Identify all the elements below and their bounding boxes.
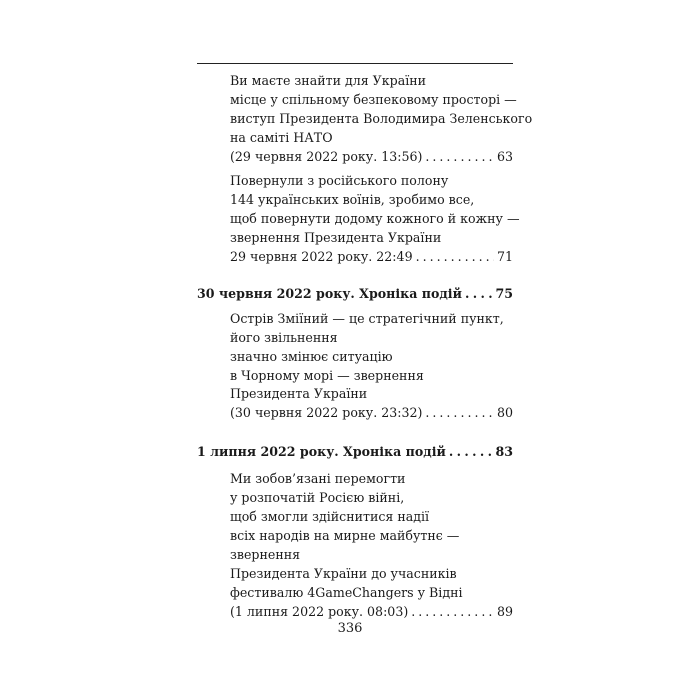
toc-entry-line: Острів Зміїний — це стратегічний пункт, bbox=[230, 311, 504, 326]
toc-page-number: 75 bbox=[495, 286, 513, 301]
toc-entry-line: щоб повернути додому кожного й кожну — bbox=[230, 211, 520, 226]
toc-entry-line: в Чорному морі — звернення bbox=[230, 368, 424, 383]
toc-entry-line: значно змінює ситуацію bbox=[230, 349, 393, 364]
toc-entry-leader bbox=[230, 248, 513, 266]
dot-leader bbox=[416, 248, 494, 266]
toc-entry-date: (29 червня 2022 року. 13:56) bbox=[230, 149, 423, 164]
toc-page-number: 80 bbox=[496, 405, 513, 420]
toc-entry-date: (1 липня 2022 року. 08:03) bbox=[230, 604, 409, 619]
toc-entry-date: (30 червня 2022 року. 23:32) bbox=[230, 405, 423, 420]
toc-section-heading bbox=[197, 443, 513, 461]
toc-entry-line: щоб змогли здійснитися надії bbox=[230, 509, 430, 524]
toc-entry-line: 144 українських воїнів, зробимо все, bbox=[230, 192, 475, 207]
dot-leader bbox=[465, 285, 493, 303]
page-number: 336 bbox=[337, 621, 363, 636]
toc-entry-line: виступ Президента Володимира Зеленського bbox=[230, 111, 533, 126]
toc-entry-leader bbox=[230, 148, 513, 166]
toc-entry-line: фестивалю 4GameChangers у Відні bbox=[230, 585, 463, 600]
dot-leader bbox=[425, 148, 494, 166]
toc-entry-line: Ми зобов’язані перемогти bbox=[230, 471, 406, 486]
toc-entry-leader bbox=[230, 603, 513, 621]
toc-page-number: 89 bbox=[496, 604, 513, 619]
toc-entry-date: 29 червня 2022 року. 22:49 bbox=[230, 249, 413, 264]
toc-entry-line: Ви маєте знайти для України bbox=[230, 73, 427, 88]
toc-page-number: 71 bbox=[496, 249, 513, 264]
dot-leader bbox=[425, 404, 494, 422]
toc-entry-line: у розпочатій Росією війні, bbox=[230, 490, 405, 505]
toc-entry-line: місце у спільному безпековому просторі — bbox=[230, 92, 517, 107]
toc-page-number: 63 bbox=[496, 149, 513, 164]
toc-section-heading bbox=[197, 285, 513, 303]
dot-leader bbox=[449, 443, 493, 461]
toc-entry-line: його звільнення bbox=[230, 330, 338, 345]
toc-entry-line: звернення bbox=[230, 547, 301, 562]
section-heading-text: 30 червня 2022 року. Хроніка подій bbox=[197, 286, 462, 301]
toc-page-number: 83 bbox=[495, 444, 513, 459]
toc-entry-line: звернення Президента України bbox=[230, 230, 442, 245]
toc-entry-line: на саміті НАТО bbox=[230, 130, 333, 145]
toc-entry-leader bbox=[230, 404, 513, 422]
dot-leader bbox=[411, 603, 494, 621]
top-rule bbox=[197, 63, 513, 64]
toc-entry-line: Президента України bbox=[230, 386, 368, 401]
toc-entry-line: Повернули з російського полону bbox=[230, 173, 449, 188]
toc-entry-line: Президента України до учасників bbox=[230, 566, 457, 581]
toc-entry-line: всіх народів на мирне майбутнє — bbox=[230, 528, 460, 543]
section-heading-text: 1 липня 2022 року. Хроніка подій bbox=[197, 444, 446, 459]
